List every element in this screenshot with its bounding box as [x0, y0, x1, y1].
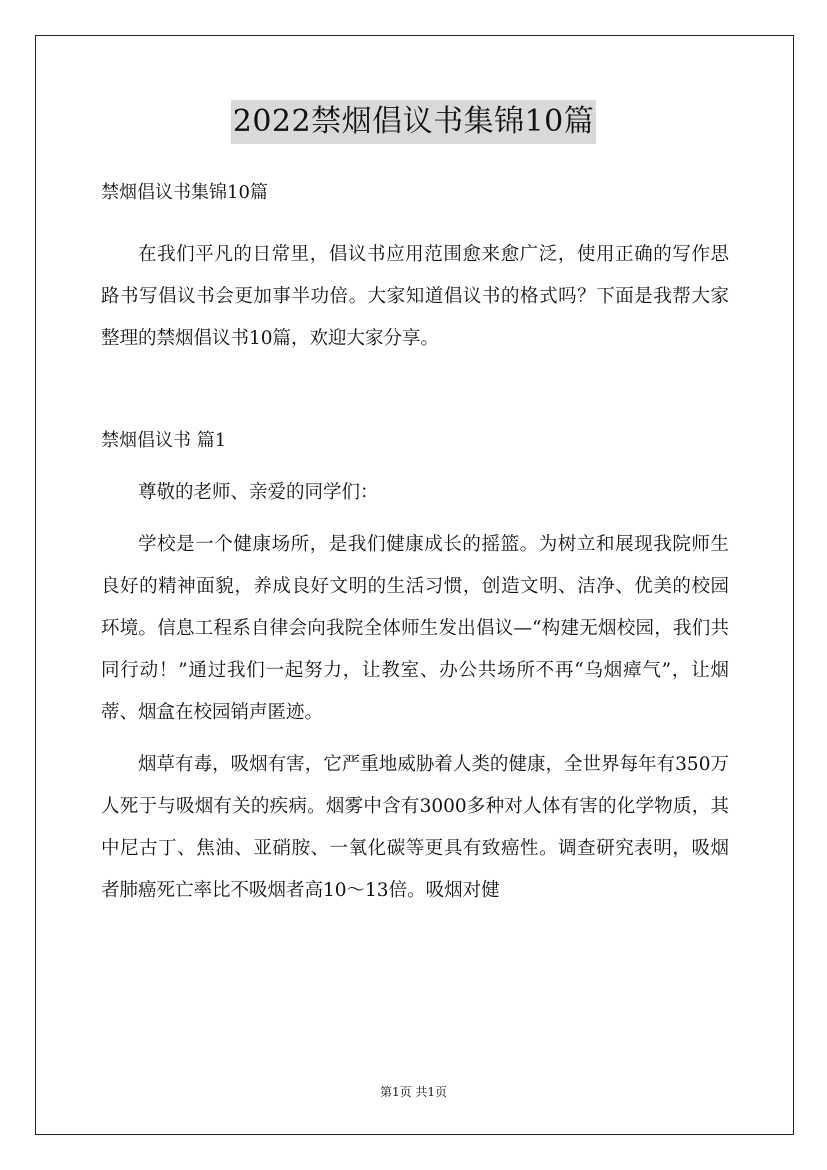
- section-heading: 禁烟倡议书 篇1: [101, 430, 227, 451]
- document-title-wrap: [0, 100, 827, 144]
- body-paragraph-1: 学校是一个健康场所，是我们健康成长的摇篮。为树立和展现我院师生良好的精神面貌，养成良好文明的生活习惯，创造文明、洁净、优美的校园环境。信息工程系自律会向我院全体师生发出倡议—“构建无烟校园，我们共同行动！”通过我们一起努力，让教室、办公共场所不再“乌烟瘴气”，让烟蒂、烟盒在校园销声匿迹。: [101, 534, 729, 723]
- intro-paragraph: 在我们平凡的日常里，倡议书应用范围愈来愈广泛，使用正确的写作思路书写倡议书会更加事半功倍。大家知道倡议书的格式吗？下面是我帮大家整理的禁烟倡议书10篇，欢迎大家分享。: [101, 244, 729, 349]
- page-number: 第1页 共1页: [379, 1085, 448, 1099]
- page-footer: [0, 1083, 827, 1101]
- document-subtitle: 禁烟倡议书集锦10篇: [101, 182, 268, 203]
- document-body: [101, 172, 729, 912]
- greeting-paragraph: 尊敬的老师、亲爱的同学们：: [138, 482, 379, 503]
- document-title: 2022禁烟倡议书集锦10篇: [231, 100, 597, 144]
- body-paragraph-2: 烟草有毒，吸烟有害，它严重地威胁着人类的健康，全世界每年有350万人死于与吸烟有关的疾病。烟雾中含有3000多种对人体有害的化学物质，其中尼古丁、焦油、亚硝胺、一氧化碳等更具有致癌性。调查研究表明，吸烟者肺癌死亡率比不吸烟者高10～13倍。吸烟对健: [101, 754, 729, 901]
